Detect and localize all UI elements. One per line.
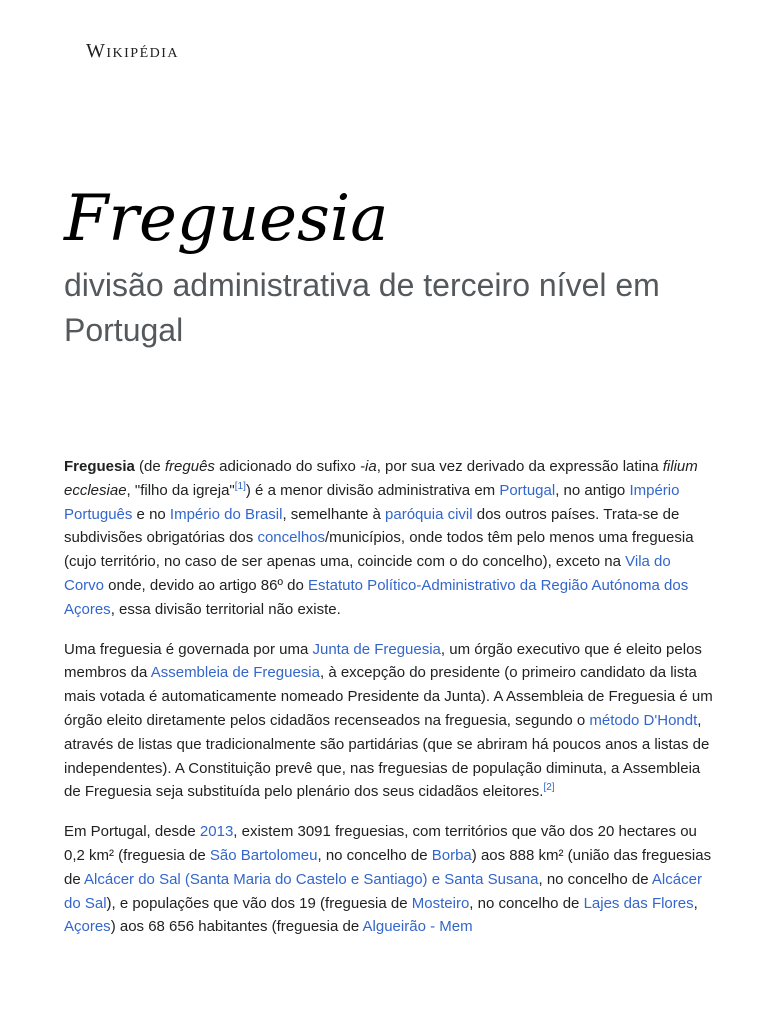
link-metodo-dhondt[interactable]: método D'Hondt [589, 711, 698, 729]
link-estatuto[interactable]: Estatuto Político-Administrativo da Região Autónoma dos Açores [64, 576, 689, 618]
link-imperio-brasil[interactable]: Império do Brasil [169, 505, 283, 523]
text: , semelhante à [282, 505, 386, 523]
link-assembleia-freguesia[interactable]: Assembleia de Freguesia [150, 664, 320, 682]
link-alcacer-do-sal[interactable]: Alcácer do Sal [64, 870, 702, 912]
reference-link-2[interactable]: [2] [543, 782, 555, 794]
link-imperio-portugues[interactable]: Império Português [64, 481, 680, 523]
bold-term: Freguesia [64, 458, 135, 475]
text: ), e populações que vão dos 19 (freguesia de [106, 894, 412, 912]
link-borba[interactable]: Borba [431, 846, 472, 864]
link-concelhos[interactable]: concelhos [257, 529, 325, 547]
text: e no [132, 505, 170, 523]
link-vila-corvo[interactable]: Vila do Corvo [64, 553, 671, 594]
text: , por sua vez derivado da expressão latina [376, 458, 663, 475]
text: ) é a menor divisão administrativa em [245, 481, 500, 499]
link-lajes-das-flores[interactable]: Lajes das Flores [583, 894, 694, 912]
link-algueirao[interactable]: Algueirão - Mem [362, 918, 473, 936]
text: ) aos 68 656 habitantes (freguesia de [110, 918, 363, 936]
text: , no concelho de [538, 870, 652, 888]
paragraph-3 [64, 820, 714, 939]
paragraph-2 [64, 638, 714, 805]
link-portugal[interactable]: Portugal [499, 481, 556, 499]
text: (de [134, 458, 165, 475]
text: , no concelho de [317, 846, 432, 864]
italic-term: -ia [360, 458, 377, 475]
text: , através de listas que tradicionalmente são partidárias (que se abriram há poucos anos a listas de independentes). A Constituição prevê que, nas freguesias de população diminuta, a Assembleia de Freguesia seja substituída pelo plenário dos seus cidadãos eleitores. [64, 711, 710, 801]
text: ) aos 888 km² (união das freguesias de [64, 846, 712, 888]
text: , [693, 894, 698, 912]
text: , à excepção do presidente (o primeiro candidato da lista mais votada é automaticamente nomeado Presidente da Junta). A Assembleia de Freguesia é um órgão eleito diretamente pelos cidadãos recenseados na freguesia, segundo o [64, 664, 713, 729]
text: /municípios, onde todos têm pelo menos uma freguesia (cujo território, no caso de ser apenas uma, coincide com o do concelho), exceto na [64, 529, 694, 571]
text: adicionado do sufixo [214, 458, 361, 475]
italic-term: freguês [164, 458, 215, 475]
text: , um órgão executivo que é eleito pelos membros da [64, 640, 702, 682]
link-junta-freguesia[interactable]: Junta de Freguesia [312, 640, 441, 658]
text: dos outros países. Trata-se de subdivisões obrigatórias dos [64, 505, 680, 547]
text: , no concelho de [469, 894, 584, 912]
text: , existem 3091 freguesias, com territórios que vão dos 20 hectares ou 0,2 km² (freguesia de [64, 823, 697, 864]
page-title: Freguesia [64, 182, 389, 256]
text: Uma freguesia é governada por uma [64, 640, 313, 658]
link-mosteiro[interactable]: Mosteiro [411, 894, 470, 912]
text: Em Portugal, desde [64, 823, 200, 841]
text: , no antigo [555, 481, 630, 499]
link-2013[interactable]: 2013 [199, 823, 234, 841]
link-sao-bartolomeu[interactable]: São Bartolomeu [209, 846, 318, 864]
text: onde, devido ao artigo 86º do [104, 576, 308, 594]
link-paroquia-civil[interactable]: paróquia civil [385, 505, 473, 523]
link-acores[interactable]: Açores [64, 918, 111, 936]
wikipedia-wordmark[interactable]: Wikipédia [86, 40, 180, 62]
page-subtitle: divisão administrativa de terceiro nível em Portugal [64, 267, 660, 348]
link-alcacer-uniao[interactable]: Alcácer do Sal (Santa Maria do Castelo e Santiago) e Santa Susana [84, 870, 539, 888]
paragraph-1 [64, 455, 714, 622]
italic-term: filium ecclesiae [64, 458, 698, 499]
text: , "filho da igreja" [126, 481, 235, 499]
reference-link-1[interactable]: [1] [234, 480, 246, 492]
article-body [64, 455, 714, 955]
text: , essa divisão territorial não existe. [110, 600, 341, 618]
